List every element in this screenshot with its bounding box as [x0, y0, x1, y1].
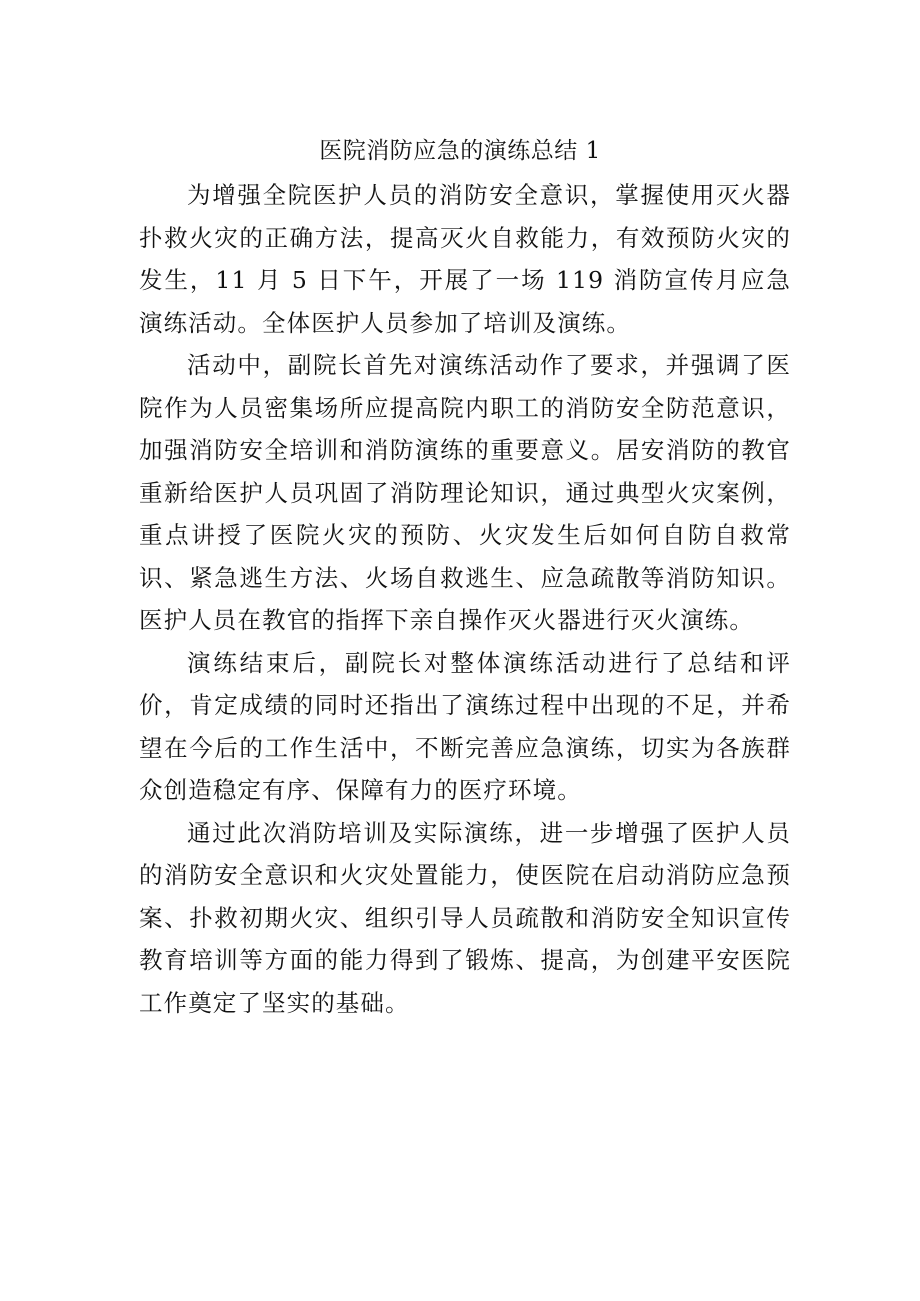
paragraph-1: 为增强全院医护人员的消防安全意识，掌握使用灭火器扑救火灾的正确方法，提高灭火自救能力，有效预防火灾的发生，11 月 5 日下午，开展了一场 119 消防宣传月应急演练活动。全体医护人员参加了培训及演练。	[139, 181, 791, 337]
document-title: 医院消防应急的演练总结 1	[319, 138, 601, 164]
paragraph-4: 通过此次消防培训及实际演练，进一步增强了医护人员的消防安全意识和火灾处置能力，使医院在启动消防应急预案、扑救初期火灾、组织引导人员疏散和消防安全知识宣传教育培训等方面的能力得到了锻炼、提高，为创建平安医院工作奠定了坚实的基础。	[139, 818, 791, 1017]
paragraph-2: 活动中，副院长首先对演练活动作了要求，并强调了医院作为人员密集场所应提高院内职工的消防安全防范意识，加强消防安全培训和消防演练的重要意义。居安消防的教官重新给医护人员巩固了消防理论知识，通过典型火灾案例，重点讲授了医院火灾的预防、火灾发生后如何自防自救常识、紧急逃生方法、火场自救逃生、应急疏散等消防知识。医护人员在教官的指挥下亲自操作灭火器进行灭火演练。	[139, 351, 791, 634]
paragraph-3: 演练结束后，副院长对整体演练活动进行了总结和评价，肯定成绩的同时还指出了演练过程中出现的不足，并希望在今后的工作生活中，不断完善应急演练，切实为各族群众创造稳定有序、保障有力的医疗环境。	[139, 648, 791, 804]
document-body	[139, 174, 791, 1024]
